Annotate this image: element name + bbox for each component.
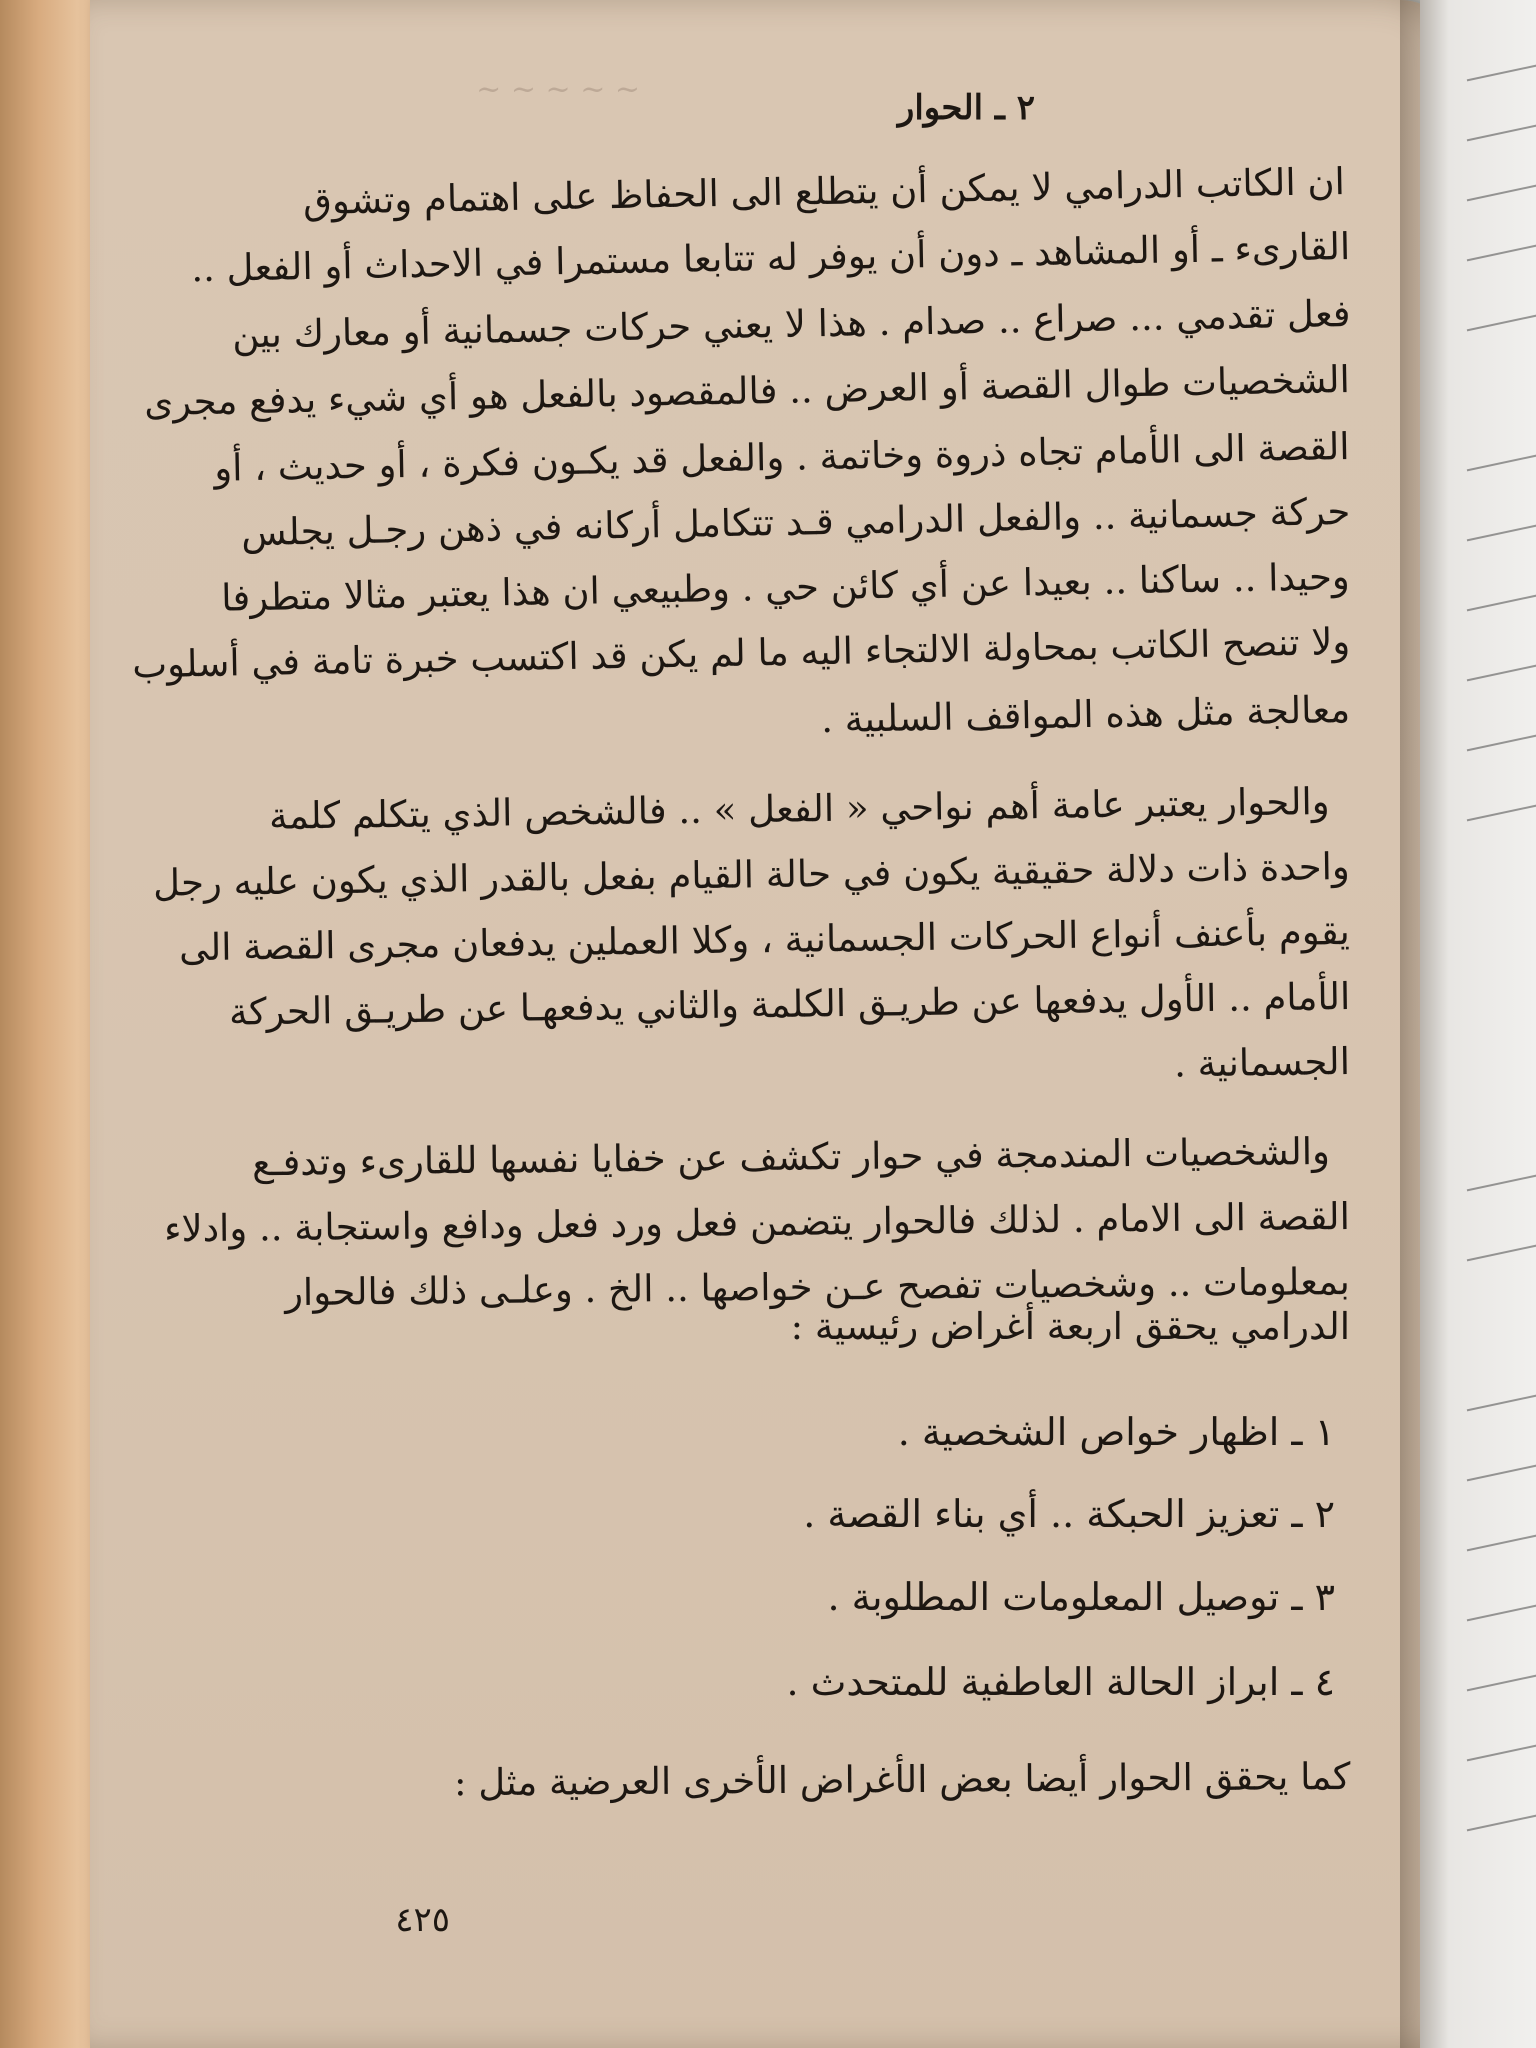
show-through-text: ~ ~ ~ ~ ~ <box>476 72 640 107</box>
paragraph-1-line-3: فعل تقدمي ... صراع .. صدام . هذا لا يعني حركات جسمانية أو معارك بين <box>231 292 1351 357</box>
adjacent-page-text-mark <box>1467 1601 1536 1622</box>
adjacent-page-text-mark <box>1467 1461 1536 1482</box>
adjacent-page-text-mark <box>1467 1531 1536 1552</box>
paragraph-1-line-6: حركة جسمانية .. والفعل الدرامي قـد تتكامل أركانه في ذهن رجـل يجلس <box>240 490 1351 555</box>
paragraph-1-line-8: ولا تنصح الكاتب بمحاولة الالتجاء اليه ما لم يكن قد اكتسب خبرة تامة في أسلوب <box>131 620 1351 687</box>
adjacent-page-text-mark <box>1467 801 1536 822</box>
list-item-3: ٣ ـ توصيل المعلومات المطلوبة . <box>827 1575 1335 1619</box>
adjacent-page-text-mark <box>1467 1741 1536 1762</box>
paragraph-2-line-2: واحدة ذات دلالة حقيقية يكون في حالة القيام بفعل بالقدر الذي يكون عليه رجل <box>153 845 1351 905</box>
adjacent-page-text-mark <box>1467 451 1536 472</box>
adjacent-page-text-mark <box>1467 1391 1536 1412</box>
paragraph-2-line-1: والحوار يعتبر عامة أهم نواحي « الفعل » .. فالشخص الذي يتكلم كلمة <box>269 780 1331 838</box>
book-page <box>90 0 1460 2048</box>
paragraph-2-line-4: الأمام .. الأول يدفعها عن طريـق الكلمة والثاني يدفعهـا عن طريـق الحركة <box>228 975 1351 1034</box>
paragraph-1-line-7: وحيدا .. ساكنا .. بعيدا عن أي كائن حي . وطبيعي ان هذا يعتبر مثالا متطرفا <box>221 555 1351 620</box>
paragraph-3-line-2: القصة الى الامام . لذلك فالحوار يتضمن فعل ورد فعل ودافع واستجابة .. وادلاء <box>163 1195 1351 1251</box>
adjacent-page-text-mark <box>1467 241 1536 262</box>
paragraph-1-line-4: الشخصيات طوال القصة أو العرض .. فالمقصود بالفعل هو أي شيء يدفع مجرى <box>143 358 1351 425</box>
adjacent-page-text-mark <box>1467 1171 1536 1192</box>
closing-line: كما يحقق الحوار أيضا بعض الأغراض الأخرى العرضية مثل : <box>453 1755 1351 1805</box>
paragraph-3-line-3: بمعلومات .. وشخصيات تفصح عـن خواصها .. الخ . وعلـى ذلك فالحوار <box>285 1260 1351 1315</box>
paragraph-1-line-9: معالجة مثل هذه المواقف السلبية . <box>820 688 1351 742</box>
page-number: ٤٢٥ <box>395 1900 450 1940</box>
adjacent-page-text-mark <box>1467 311 1536 332</box>
list-item-1: ١ ـ اظهار خواص الشخصية . <box>897 1410 1335 1454</box>
adjacent-page-text-mark <box>1467 121 1536 142</box>
adjacent-page-text-mark <box>1467 1241 1536 1262</box>
adjacent-page-text-mark <box>1467 181 1536 202</box>
adjacent-page-text-mark <box>1467 591 1536 612</box>
paragraph-3-line-1: والشخصيات المندمجة في حوار تكشف عن خفايا نفسها للقارىء وتدفـع <box>251 1130 1331 1185</box>
list-item-2: ٢ ـ تعزيز الحبكة .. أي بناء القصة . <box>803 1492 1335 1536</box>
paragraph-1-line-1: ان الكاتب الدرامي لا يمكن أن يتطلع الى الحفاظ على اهتمام وتشوق <box>302 160 1346 223</box>
adjacent-page-text-mark <box>1467 521 1536 542</box>
adjacent-page-text-mark <box>1467 661 1536 682</box>
paragraph-2-line-5: الجسمانية . <box>1173 1040 1351 1086</box>
list-item-4: ٤ ـ ابراز الحالة العاطفية للمتحدث . <box>786 1660 1335 1704</box>
paragraph-1-line-5: القصة الى الأمام تجاه ذروة وخاتمة . والفعل قد يكـون فكرة ، أو حديث ، أو <box>214 425 1351 490</box>
paragraph-1-line-2: القارىء ـ أو المشاهد ـ دون أن يوفر له تتابعا مستمرا في الاحداث أو الفعل .. <box>190 225 1351 291</box>
section-heading: ٢ ـ الحوار <box>897 88 1035 128</box>
adjacent-page <box>1420 0 1536 2048</box>
paragraph-3-line-4: الدرامي يحقق اربعة أغراض رئيسية : <box>790 1305 1350 1348</box>
paragraph-2-line-3: يقوم بأعنف أنواع الحركات الجسمانية ، وكلا العملين يدفعان مجرى القصة الى <box>179 910 1351 970</box>
adjacent-page-text-mark <box>1467 1671 1536 1692</box>
adjacent-page-text-mark <box>1467 1811 1536 1832</box>
adjacent-page-text-mark <box>1467 61 1536 82</box>
adjacent-page-text-mark <box>1467 731 1536 752</box>
